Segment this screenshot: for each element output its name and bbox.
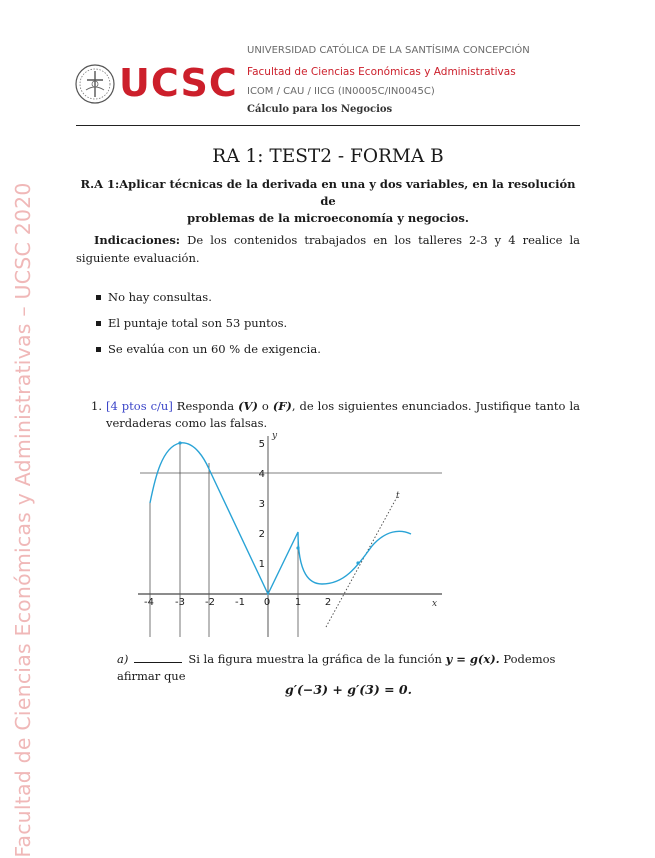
point-marker [178,441,181,444]
list-item: Se evalúa con un 60 % de exigencia. [96,340,321,366]
point-marker [356,561,359,564]
header-rule [76,125,580,126]
y-tick-label: 2 [258,529,265,540]
bullet-icon [96,347,101,352]
part-a-label: a) [117,652,129,666]
question-1: 1. [4 ptos c/u] Responda (V) o (F), de los siguientes enunciados. Justifique tanto la verdaderas como las falsas. [91,399,580,430]
x-tick-label: -4 [144,597,154,608]
learning-outcome [76,176,580,227]
x-tick-label: -1 [235,597,245,608]
part-a: a) Si la figura muestra la gráfica de la función y = g(x). Podemos afirmar que [117,652,556,683]
y-tick-label: 4 [258,469,265,480]
x-tick-label: 1 [294,597,302,608]
question-points: [4 ptos c/u] [106,399,173,413]
bullet-icon [96,321,101,326]
page-title: RA 1: TEST2 - FORMA B [212,146,444,167]
tangent-line [326,497,397,627]
x-tick-label: 2 [324,597,332,608]
ucsc-logo: UCSC [119,61,238,105]
y-tick-label: 1 [258,559,265,570]
faculty-name: Facultad de Ciencias Económicas y Administrativas [247,66,516,78]
point-marker [296,546,299,549]
instructions [76,231,580,267]
instructions-text: De los contenidos trabajados en los talleres 2-3 y 4 realice la siguiente evaluación. [76,233,580,265]
x-tick-label: -2 [205,597,215,608]
x-tick-label: -3 [175,597,185,608]
y-axis-label: y [272,431,278,441]
y-tick-label: 5 [258,439,265,450]
function-curve [150,443,411,594]
function-graph [124,425,444,637]
x-axis-label: x [432,599,438,609]
header [0,0,655,130]
tangent-label: t [396,491,400,501]
learning-outcome-line-2: problemas de la microeconomía y negocios. [187,211,469,225]
y-tick-label: 3 [258,499,265,510]
list-item: El puntaje total son 53 puntos. [96,314,321,340]
part-a-formula: g′(−3) + g′(3) = 0. [284,682,412,697]
university-name: UNIVERSIDAD CATÓLICA DE LA SANTÍSIMA CONCEPCIÓN [247,45,530,56]
x-tick-label: 0 [263,597,271,608]
course-codes: ICOM / CAU / IICG (IN0005C/IN0045C) [247,86,435,97]
course-name: Cálculo para los Negocios [247,104,393,115]
sidebar-text: Facultad de Ciencias Económicas y Administrativas – UCSC 2020 [11,182,35,858]
rules-list [96,288,321,366]
university-seal-icon [74,62,116,106]
learning-outcome-line-1: R.A 1:Aplicar técnicas de la derivada en una y dos variables, en la resolución de [80,177,576,208]
question-number: 1. [91,399,102,413]
bullet-icon [96,295,101,300]
list-item: No hay consultas. [96,288,321,314]
instructions-label: Indicaciones: [94,233,181,247]
answer-blank[interactable] [134,662,182,663]
